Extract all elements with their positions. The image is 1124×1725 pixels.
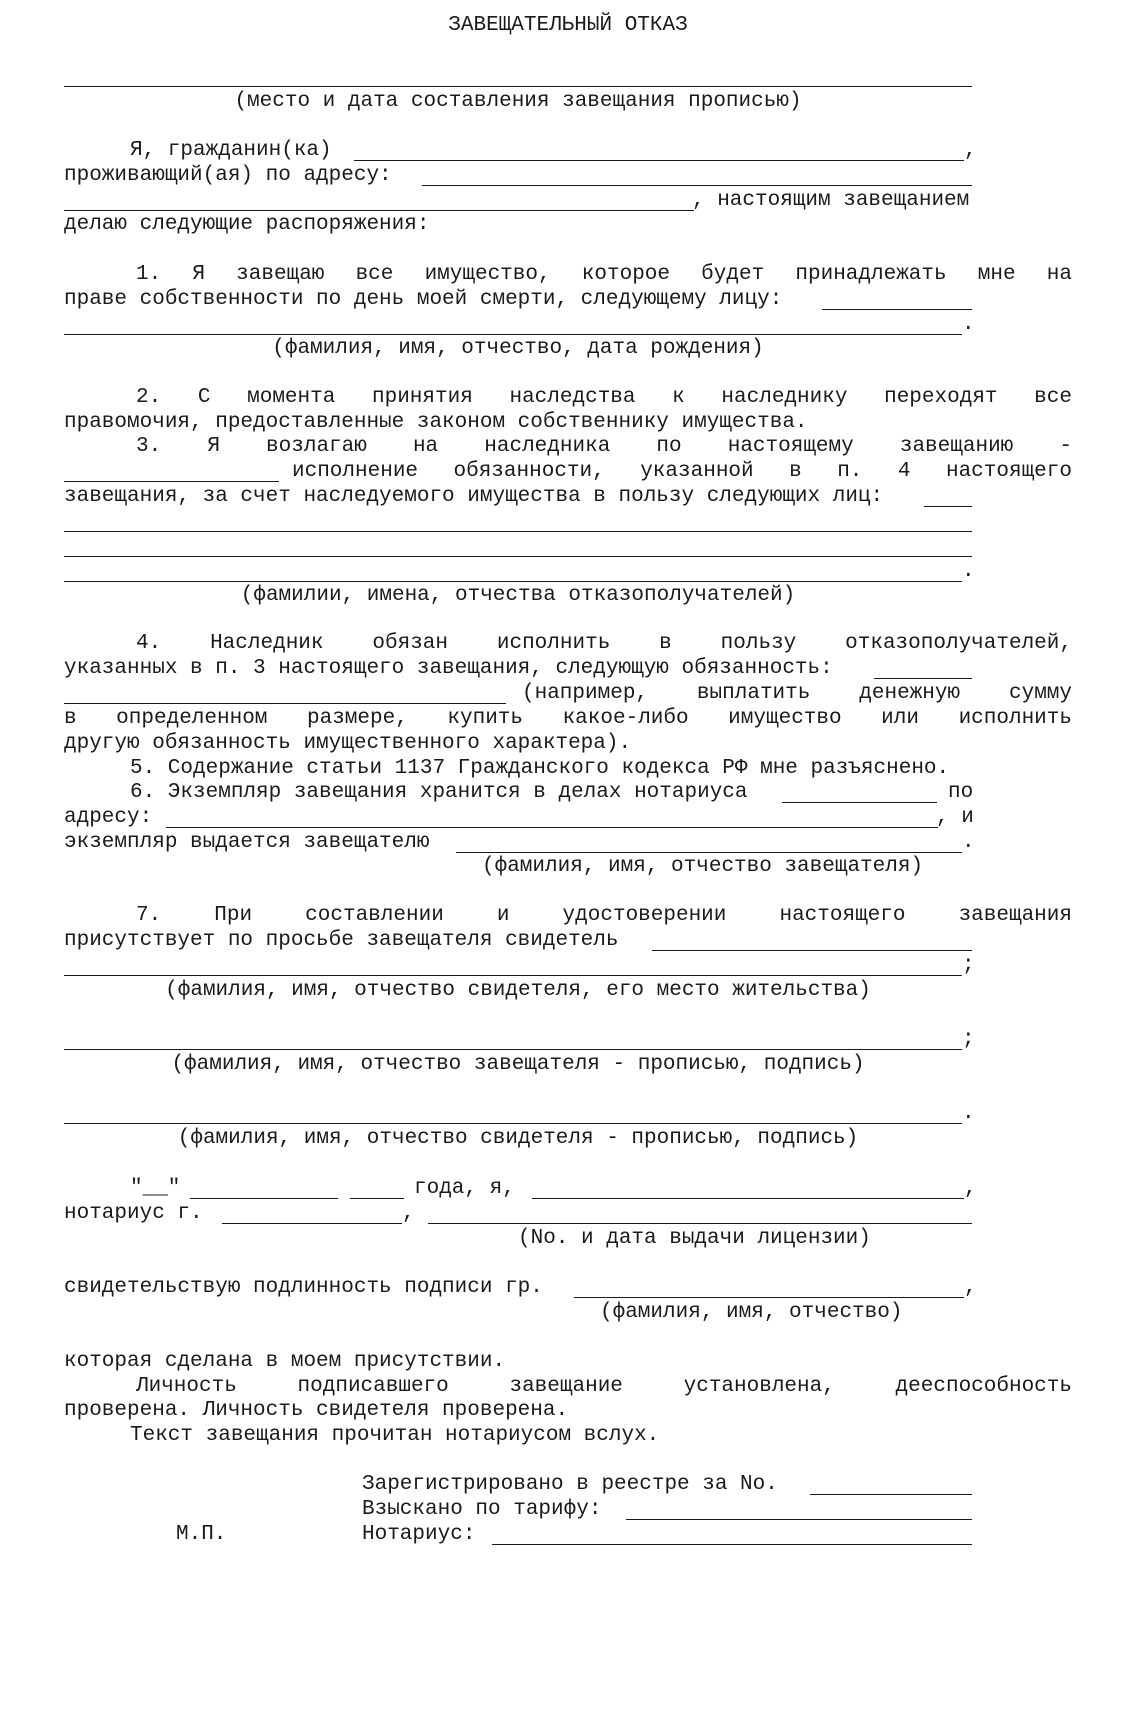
clause4-line2: указанных в п. 3 настоящего завещания, следующую обязанность: — [64, 657, 833, 680]
clause6-line2-suffix: , и — [936, 806, 974, 829]
period: . — [962, 313, 975, 336]
comma: , — [964, 1276, 977, 1299]
notary-city-field[interactable] — [222, 1223, 402, 1224]
testator-sign-caption: (фамилия, имя, отчество завещателя - прописью, подпись) — [171, 1053, 865, 1076]
clause6-suffix: по — [948, 781, 974, 804]
clause7-line1: 7. При составлении и удостоверении настоящего завещания — [136, 904, 1072, 927]
period: . — [962, 560, 975, 583]
notary-signature-label: Нотариус: — [362, 1523, 476, 1546]
witness-signature-field[interactable] — [64, 1123, 962, 1124]
clause2-line2: правомочия, предоставленные законом собственнику имущества. — [64, 411, 808, 434]
semicolon: ; — [962, 954, 975, 977]
testator-signature-field[interactable] — [64, 1049, 962, 1050]
registry-label: Зарегистрировано в реестре за No. — [362, 1473, 778, 1496]
tariff-field[interactable] — [626, 1519, 972, 1520]
citizen-name-field[interactable] — [354, 160, 964, 161]
place-date-caption: (место и дата составления завещания прописью) — [234, 90, 802, 113]
certified-name-caption: (фамилия, имя, отчество) — [600, 1301, 903, 1324]
beneficiaries-field-3[interactable] — [64, 556, 972, 557]
clause5: 5. Содержание статьи 1137 Гражданского кодекса РФ мне разъяснено. — [130, 757, 950, 780]
address-field-1[interactable] — [422, 185, 972, 186]
license-field[interactable] — [428, 1223, 972, 1224]
clause7-line2: присутствует по просьбе завещателя свидетель — [64, 929, 619, 952]
notary-address-field[interactable] — [166, 827, 938, 828]
clause4-line4: в определенном размере, купить какое-либо имущество или исполнить — [64, 707, 1072, 730]
clause3-line1: 3. Я возлагаю на наследника по настоящему завещанию - — [136, 435, 1072, 458]
beneficiaries-field-2[interactable] — [64, 531, 972, 532]
period: . — [962, 1102, 975, 1125]
license-caption: (No. и дата выдачи лицензии) — [518, 1227, 871, 1250]
comma: , — [964, 1177, 977, 1200]
period: . — [962, 831, 975, 854]
obligation-field-1[interactable] — [874, 678, 972, 679]
notary-city-label: нотариус г. — [64, 1202, 203, 1225]
heir-name-field[interactable] — [64, 481, 279, 482]
address-label: проживающий(ая) по адресу: — [64, 164, 392, 187]
clause7-caption: (фамилия, имя, отчество свидетеля, его место жительства) — [165, 979, 871, 1002]
date-day: "__" — [130, 1177, 181, 1200]
tariff-label: Взыскано по тарифу: — [362, 1498, 602, 1521]
seal-label: М.П. — [176, 1523, 227, 1546]
heir-field-1[interactable] — [822, 309, 972, 310]
will-document — [64, 0, 1072, 1725]
place-date-field[interactable] — [64, 86, 972, 87]
certify-label: свидетельствую подлинность подписи гр. — [64, 1276, 543, 1299]
document-title: ЗАВЕЩАТЕЛЬНЫЙ ОТКАЗ — [448, 14, 688, 37]
clause3-line3: завещания, за счет наследуемого имущества в пользу следующих лиц: — [64, 485, 884, 508]
clause4-line3: (например, выплатить денежную сумму — [522, 682, 1072, 705]
clause6-address-label: адресу: — [64, 806, 153, 829]
clause6-caption: (фамилия, имя, отчество завещателя) — [482, 855, 924, 878]
clause4-line1: 4. Наследник обязан исполнить в пользу отказополучателей, — [136, 632, 1072, 655]
certified-name-field[interactable] — [574, 1297, 964, 1298]
citizen-label: Я, гражданин(ка) — [130, 139, 332, 162]
clause3-line2: исполнение обязанности, указанной в п. 4 настоящего — [292, 460, 1072, 483]
clause4-line5: другую обязанность имущественного характера). — [64, 732, 632, 755]
date-month-field[interactable] — [190, 1198, 338, 1199]
clause2-line1: 2. С момента принятия наследства к наследнику переходят все — [136, 386, 1072, 409]
identity-line2: проверена. Личность свидетеля проверена. — [64, 1399, 569, 1422]
beneficiaries-field-1[interactable] — [924, 506, 972, 507]
presence-line: которая сделана в моем присутствии. — [64, 1350, 506, 1373]
notary-signature-field[interactable] — [492, 1544, 972, 1545]
date-year-field[interactable] — [350, 1198, 404, 1199]
witness-sign-caption: (фамилия, имя, отчество свидетеля - прописью, подпись) — [177, 1127, 859, 1150]
clause1-line2: праве собственности по день моей смерти, следующему лицу: — [64, 288, 783, 311]
clause1-line1: 1. Я завещаю все имущество, которое будет принадлежать мне на — [136, 263, 1072, 286]
witness-field-1[interactable] — [652, 950, 972, 951]
year-label: года, я, — [414, 1177, 515, 1200]
read-aloud-line: Текст завещания прочитан нотариусом вслух. — [130, 1424, 660, 1447]
clause1-caption: (фамилия, имя, отчество, дата рождения) — [272, 337, 764, 360]
intro-line4: делаю следующие распоряжения: — [64, 213, 430, 236]
clause6-line1: 6. Экземпляр завещания хранится в делах нотариуса — [130, 781, 748, 804]
notary-fullname-field[interactable] — [532, 1198, 964, 1199]
clause3-caption: (фамилии, имена, отчества отказополучателей) — [240, 584, 796, 607]
witness-field-2[interactable] — [64, 975, 962, 976]
notary-name-field[interactable] — [782, 802, 937, 803]
registry-number-field[interactable] — [810, 1494, 972, 1495]
obligation-field-2[interactable] — [64, 703, 506, 704]
intro-suffix: , настоящим завещанием — [692, 189, 970, 212]
comma: , — [402, 1202, 415, 1225]
semicolon: ; — [962, 1028, 975, 1051]
identity-line1: Личность подписавшего завещание установлена, дееспособность — [136, 1375, 1072, 1398]
clause6-line3: экземпляр выдается завещателю — [64, 831, 430, 854]
comma: , — [964, 139, 977, 162]
